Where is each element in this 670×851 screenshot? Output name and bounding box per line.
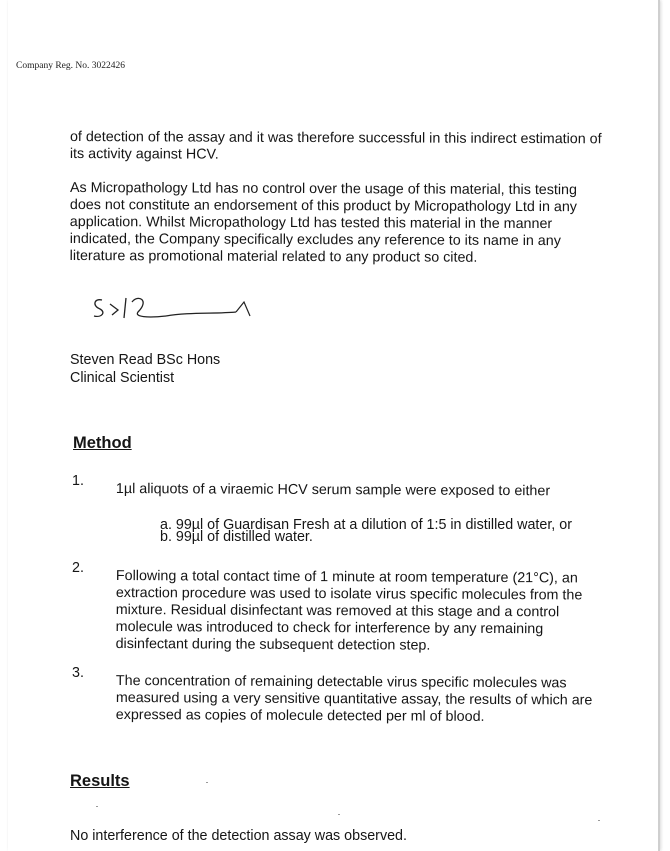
signatory-name: Steven Read BSc Hons (70, 352, 221, 368)
text-line: its activity against HCV. (69, 145, 219, 163)
text-line: of detection of the assay and it was therefore successful in this indirect estimation of (69, 129, 602, 148)
scan-speck (338, 814, 340, 815)
results-heading: Results (70, 772, 130, 790)
text-line: Following a total contact time of 1 minute at room temperature (21°C), an (115, 568, 578, 587)
text-line: application. Whilst Micropathology Ltd has tested this material in the manner (69, 213, 553, 233)
method-item-1 (116, 481, 636, 501)
item-number: 2. (72, 560, 84, 576)
text-line: mixture. Residual disinfectant was removed at this stage and a control (115, 601, 560, 621)
scan-speck (206, 782, 208, 783)
text-line: The concentration of remaining detectable virus specific molecules was (115, 673, 567, 692)
method-item-2 (116, 568, 636, 656)
sub-item-a: a. 99µl of Guardisan Fresh at a dilution of 1:5 in distilled water, or (160, 517, 572, 533)
item-number: 1. (72, 473, 84, 489)
text-line: expressed as copies of molecule detected per ml of blood. (115, 706, 485, 725)
method-heading: Method (73, 434, 132, 452)
scan-speck (96, 806, 98, 807)
text-line: indicated, the Company specifically excludes any reference to its name in any (69, 230, 561, 250)
text-line: molecule was introduced to check for interference by any remaining (115, 618, 544, 638)
text-line: 1µl aliquots of a viraemic HCV serum sample were exposed to either (115, 481, 551, 500)
handwritten-signature (88, 286, 268, 326)
text-line: does not constitute an endorsement of this product by Micropathology Ltd in any (69, 196, 577, 216)
results-text: No interference of the detection assay was observed. (70, 828, 407, 844)
scan-speck (598, 820, 600, 821)
intro-paragraph (70, 129, 640, 165)
company-registration: Company Reg. No. 3022426 (16, 61, 125, 71)
text-line: literature as promotional material related to any product so cited. (69, 247, 478, 266)
signatory-title: Clinical Scientist (70, 370, 175, 386)
text-line: disinfectant during the subsequent detection step. (115, 635, 431, 654)
item-number: 3. (72, 665, 84, 681)
text-line: extraction procedure was used to isolate virus specific molecules from the (115, 584, 583, 604)
sub-item-b: b. 99µl of distilled water. (160, 529, 313, 545)
disclaimer-paragraph (70, 180, 640, 267)
text-line: measured using a very sensitive quantitative assay, the results of which are (115, 689, 593, 709)
method-item-3 (116, 673, 636, 727)
document-page (8, 0, 660, 851)
text-line: As Micropathology Ltd has no control over the usage of this material, this testing (69, 180, 578, 199)
